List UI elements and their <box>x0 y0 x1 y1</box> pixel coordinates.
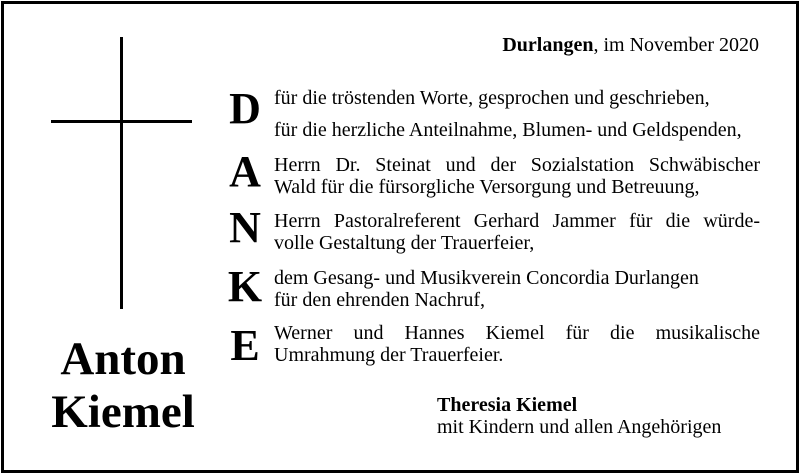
thanks-line-4: Wald für die fürsorgliche Versorgung und Betreuung, <box>274 176 700 198</box>
place-name: Durlangen <box>502 34 594 56</box>
deceased-name <box>20 333 226 439</box>
thanks-line-6: volle Gestaltung der Trauerfeier, <box>274 232 535 254</box>
thanks-line-7: dem Gesang- und Musikverein Concordia Durlangen <box>274 267 699 289</box>
place-date-line <box>502 33 759 57</box>
danke-letter-k: K <box>227 262 263 311</box>
deceased-last-name: Kiemel <box>51 386 195 438</box>
thanks-line-5: Herrn Pastoralreferent Gerhard Jammer für die würde- <box>274 210 760 232</box>
thanks-line-3: Herrn Dr. Steinat und der Sozialstation Schwäbischer <box>274 154 760 176</box>
thanks-line-1: für die tröstenden Worte, gesprochen und geschrieben, <box>274 87 710 109</box>
signature-subline: mit Kindern und allen Angehörigen <box>437 416 722 438</box>
thanks-line-2: für die herzliche Anteilnahme, Blumen- und Geldspenden, <box>274 119 742 141</box>
danke-letter-e: E <box>230 321 260 370</box>
cross-vertical-bar <box>120 37 123 309</box>
deceased-first-name: Anton <box>60 333 186 385</box>
thanks-line-8: für den ehrenden Nachruf, <box>274 289 486 311</box>
danke-letter-d: D <box>229 84 261 133</box>
danke-letter-n: N <box>229 203 261 252</box>
thanks-line-9: Werner und Hannes Kiemel für die musikalische <box>274 322 760 344</box>
signature-name: Theresia Kiemel <box>437 394 578 416</box>
danke-letter-a: A <box>229 147 261 196</box>
date-text: , im November 2020 <box>593 34 759 56</box>
cross-horizontal-bar <box>51 120 192 123</box>
thanks-line-10: Umrahmung der Trauerfeier. <box>274 344 504 366</box>
